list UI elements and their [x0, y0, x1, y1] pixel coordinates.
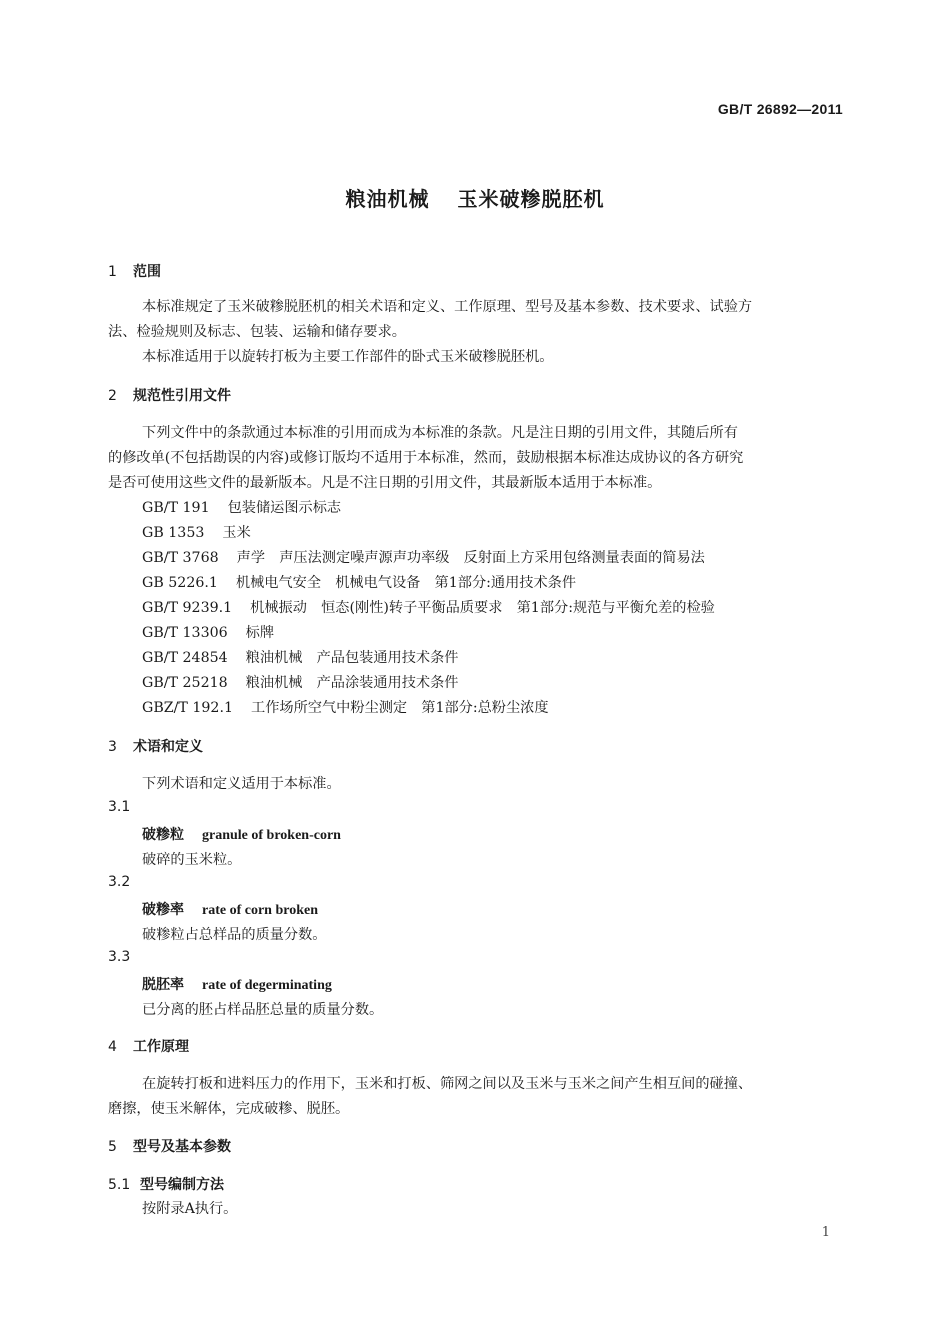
reference-item: [142, 497, 341, 517]
term-number: 3.1: [108, 799, 131, 815]
reference-code: GB/T 25218: [142, 675, 228, 691]
term-chinese: 破糁率: [142, 902, 184, 918]
term-heading: [142, 974, 332, 994]
reference-item: [142, 572, 576, 592]
subsection-title: 型号编制方法: [140, 1177, 224, 1193]
section-2-heading: [108, 385, 231, 405]
paragraph-line: 磨擦，使玉米解体，完成破糁、脱胚。: [108, 1101, 350, 1117]
reference-title: 声学 声压法测定噪声源声功率级 反射面上方采用包络测量表面的简易法: [236, 550, 705, 566]
section-title: 型号及基本参数: [133, 1139, 231, 1155]
section-title: 范围: [133, 264, 161, 280]
term-definition: 已分离的胚占样品胚总量的质量分数。: [142, 1002, 384, 1018]
reference-title: 粮油机械 产品涂装通用技术条件: [245, 675, 459, 691]
term-number: 3.3: [108, 949, 131, 965]
section-title: 规范性引用文件: [133, 388, 231, 404]
paragraph-line: 是否可使用这些文件的最新版本。凡是不注日期的引用文件，其最新版本适用于本标准。: [108, 475, 662, 491]
page-number: 1: [821, 1225, 830, 1240]
reference-code: GB/T 191: [142, 500, 210, 516]
standard-number: GB/T 26892—2011: [717, 101, 843, 117]
reference-item: [142, 697, 549, 717]
section-3-heading: [108, 736, 203, 756]
reference-code: GB 5226.1: [142, 575, 218, 591]
paragraph-line: 按附录A执行。: [142, 1201, 238, 1217]
reference-item: [142, 597, 715, 617]
reference-title: 包装储运图示标志: [227, 500, 342, 516]
reference-code: GBZ/T 192.1: [142, 700, 233, 716]
reference-code: GB/T 24854: [142, 650, 228, 666]
reference-item: [142, 622, 274, 642]
reference-item: [142, 522, 251, 542]
reference-item: [142, 547, 705, 567]
section-number: 4: [108, 1039, 117, 1055]
term-definition: 破糁粒占总样品的质量分数。: [142, 927, 327, 943]
subsection-number: 5.1: [108, 1177, 131, 1193]
title-part-2: 玉米破糁脱胚机: [457, 187, 605, 211]
reference-title: 机械电气安全 机械电气设备 第1部分:通用技术条件: [235, 575, 577, 591]
term-english: rate of corn broken: [202, 903, 318, 918]
reference-title: 机械振动 恒态(刚性)转子平衡品质要求 第1部分:规范与平衡允差的检验: [250, 600, 715, 616]
section-number: 3: [108, 739, 117, 755]
term-english: rate of degerminating: [202, 978, 332, 993]
section-1-heading: [108, 261, 161, 281]
section-5-heading: [108, 1136, 231, 1156]
paragraph-line: 本标准规定了玉米破糁脱胚机的相关术语和定义、工作原理、型号及基本参数、技术要求、试验方: [142, 299, 753, 315]
term-chinese: 脱胚率: [142, 977, 184, 993]
term-number: 3.2: [108, 874, 131, 890]
section-4-heading: [108, 1036, 189, 1056]
section-title: 术语和定义: [133, 739, 203, 755]
section-number: 2: [108, 388, 117, 404]
reference-code: GB/T 13306: [142, 625, 228, 641]
term-english: granule of broken-corn: [202, 828, 341, 843]
paragraph-line: 下列文件中的条款通过本标准的引用而成为本标准的条款。凡是注日期的引用文件，其随后所有: [142, 425, 738, 441]
document-title: [0, 183, 950, 212]
section-number: 5: [108, 1139, 117, 1155]
term-heading: [142, 899, 318, 919]
reference-item: [142, 647, 458, 667]
reference-code: GB/T 9239.1: [142, 600, 233, 616]
reference-item: [142, 672, 458, 692]
reference-title: 工作场所空气中粉尘测定 第1部分:总粉尘浓度: [251, 700, 549, 716]
paragraph-line: 本标准适用于以旋转打板为主要工作部件的卧式玉米破糁脱胚机。: [142, 349, 554, 365]
reference-title: 粮油机械 产品包装通用技术条件: [245, 650, 459, 666]
reference-code: GB 1353: [142, 525, 205, 541]
term-chinese: 破糁粒: [142, 827, 184, 843]
reference-title: 玉米: [222, 525, 251, 541]
term-definition: 破碎的玉米粒。: [142, 852, 242, 868]
subsection-5-1-heading: [108, 1174, 224, 1194]
paragraph-line: 下列术语和定义适用于本标准。: [142, 776, 341, 792]
paragraph-line: 的修改单(不包括勘误的内容)或修订版均不适用于本标准，然而，鼓励根据本标准达成协议的各方研究: [108, 450, 744, 466]
reference-code: GB/T 3768: [142, 550, 219, 566]
section-title: 工作原理: [133, 1039, 189, 1055]
paragraph-line: 法、检验规则及标志、包装、运输和储存要求。: [108, 324, 406, 340]
term-heading: [142, 824, 341, 844]
reference-title: 标牌: [245, 625, 275, 641]
section-number: 1: [108, 264, 117, 280]
paragraph-line: 在旋转打板和进料压力的作用下，玉米和打板、筛网之间以及玉米与玉米之间产生相互间的碰撞、: [142, 1076, 753, 1092]
title-part-1: 粮油机械: [345, 187, 430, 211]
